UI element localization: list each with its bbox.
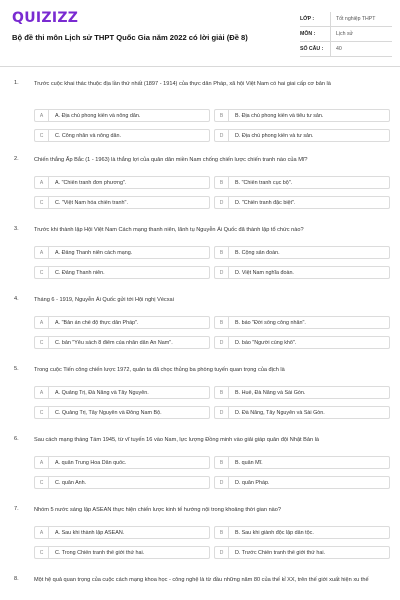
- question-text: Sau cách mạng tháng Tám 1945, từ vĩ tuyến 16 vào Nam, lực lượng Đồng minh vào giải giáp quân đội Nhật Bản là: [34, 437, 320, 443]
- option-d[interactable]: [214, 336, 390, 349]
- meta-value: 40: [330, 42, 392, 56]
- meta-row-subject: [300, 27, 392, 42]
- option-a[interactable]: [34, 176, 210, 189]
- option-text: D. Trước Chiến tranh thế giới thứ hai.: [235, 549, 326, 556]
- question-text: Trước khi thành lập Hội Việt Nam Cách mạng thanh niên, lãnh tụ Nguyễn Ái Quốc đã thành lập tổ chức nào?: [34, 227, 304, 233]
- question-text: Chiến thắng Ấp Bắc (1 - 1963) là thắng lợi của quân dân miền Nam chống chiến lược chiến tranh nào của Mĩ?: [34, 157, 308, 163]
- option-b[interactable]: [214, 456, 390, 469]
- option-d[interactable]: [214, 476, 390, 489]
- option-a[interactable]: [34, 456, 210, 469]
- option-letter: C: [35, 197, 49, 208]
- option-letter: C: [35, 337, 49, 348]
- option-letter: C: [35, 130, 49, 141]
- option-letter: A: [35, 317, 49, 328]
- option-text: B. Cộng sản đoàn.: [235, 249, 280, 256]
- option-a[interactable]: [34, 246, 210, 259]
- option-letter: D: [215, 130, 229, 141]
- option-b[interactable]: [214, 526, 390, 539]
- option-a[interactable]: [34, 316, 210, 329]
- option-d[interactable]: [214, 196, 390, 209]
- option-letter: B: [215, 317, 229, 328]
- option-text: D. Đà Nẵng, Tây Nguyên và Sài Gòn.: [235, 409, 325, 416]
- option-text: D. "Chiến tranh đặc biệt".: [235, 199, 296, 206]
- option-letter: C: [35, 477, 49, 488]
- option-letter: C: [35, 407, 49, 418]
- option-letter: D: [215, 197, 229, 208]
- meta-row-class: [300, 12, 392, 27]
- option-letter: A: [35, 527, 49, 538]
- option-c[interactable]: [34, 406, 210, 419]
- option-text: D. Địa chủ phong kiến và tư sản.: [235, 132, 314, 139]
- option-text: D. Việt Nam nghĩa đoàn.: [235, 269, 294, 276]
- question-number: 8.: [14, 576, 19, 582]
- option-letter: B: [215, 110, 229, 121]
- meta-key: SỐ CÂU :: [300, 46, 324, 52]
- question-number: 5.: [14, 366, 19, 372]
- option-letter: B: [215, 177, 229, 188]
- option-letter: B: [215, 247, 229, 258]
- option-c[interactable]: [34, 196, 210, 209]
- option-letter: C: [35, 547, 49, 558]
- option-text: B. Sau khi giành độc lập dân tộc.: [235, 529, 314, 536]
- option-letter: D: [215, 267, 229, 278]
- option-a[interactable]: [34, 386, 210, 399]
- option-c[interactable]: [34, 336, 210, 349]
- quizizz-logo: QUIZIZZ: [12, 10, 79, 26]
- option-letter: B: [215, 527, 229, 538]
- option-text: C. Quảng Trị, Tây Nguyên và Đông Nam Bộ.: [55, 409, 162, 416]
- option-letter: D: [215, 547, 229, 558]
- option-b[interactable]: [214, 176, 390, 189]
- option-text: B. quân Mĩ.: [235, 459, 263, 466]
- option-text: C. Đảng Thanh niên.: [55, 269, 105, 276]
- option-letter: A: [35, 177, 49, 188]
- option-text: B. báo "Đời sống công nhân".: [235, 319, 306, 326]
- option-text: C. bản "Yêu sách 8 điểm của nhân dân An Nam".: [55, 339, 173, 346]
- question-number: 3.: [14, 226, 19, 232]
- meta-table: [300, 12, 392, 57]
- option-text: C. Công nhân và nông dân.: [55, 132, 121, 139]
- option-text: C. quân Anh.: [55, 479, 87, 486]
- question-number: 4.: [14, 296, 19, 302]
- document-title: Bộ đề thi môn Lịch sử THPT Quốc Gia năm 2022 có lời giải (Đề 8): [12, 33, 248, 42]
- option-text: A. Sau khi thành lập ASEAN.: [55, 529, 125, 536]
- option-text: C. Trong Chiến tranh thế giới thứ hai.: [55, 549, 145, 556]
- option-text: C. "Việt Nam hóa chiến tranh".: [55, 199, 128, 206]
- option-d[interactable]: [214, 129, 390, 142]
- option-a[interactable]: [34, 526, 210, 539]
- option-text: A. quân Trung Hoa Dân quốc.: [55, 459, 127, 466]
- option-b[interactable]: [214, 386, 390, 399]
- question-number: 7.: [14, 506, 19, 512]
- option-a[interactable]: [34, 109, 210, 122]
- meta-row-count: [300, 42, 392, 57]
- question-text: Tháng 6 - 1919, Nguyễn Ái Quốc gửi tới Hội nghị Vécxai: [34, 297, 174, 303]
- document-header: [0, 0, 400, 64]
- option-letter: B: [215, 387, 229, 398]
- meta-key: MÔN :: [300, 31, 316, 37]
- option-letter: D: [215, 337, 229, 348]
- option-letter: A: [35, 110, 49, 121]
- option-c[interactable]: [34, 129, 210, 142]
- meta-key: LỚP :: [300, 16, 315, 22]
- option-d[interactable]: [214, 406, 390, 419]
- header-divider: [0, 66, 400, 67]
- option-letter: C: [35, 267, 49, 278]
- meta-value: Lịch sử: [330, 27, 392, 41]
- option-text: A. "Bản án chế độ thực dân Pháp".: [55, 319, 139, 326]
- option-letter: A: [35, 457, 49, 468]
- question-text: Trước cuộc khai thác thuộc địa lần thứ nhất (1897 - 1914) của thực dân Pháp, xã hội Việt Nam có hai giai cấp cơ bản là: [34, 81, 331, 87]
- option-letter: D: [215, 477, 229, 488]
- option-b[interactable]: [214, 109, 390, 122]
- option-letter: A: [35, 247, 49, 258]
- option-c[interactable]: [34, 266, 210, 279]
- option-text: D. báo "Người cùng khổ".: [235, 339, 297, 346]
- option-letter: D: [215, 407, 229, 418]
- option-text: A. Đảng Thanh niên cách mạng.: [55, 249, 133, 256]
- option-text: B. "Chiến tranh cục bộ".: [235, 179, 293, 186]
- question-text: Một hệ quả quan trọng của cuộc cách mạng khoa học - công nghệ là từ đầu những năm 80 của thế kỉ XX, trên thế giới xuất hiện xu thế: [34, 577, 369, 583]
- option-c[interactable]: [34, 476, 210, 489]
- option-d[interactable]: [214, 266, 390, 279]
- option-letter: B: [215, 457, 229, 468]
- option-c[interactable]: [34, 546, 210, 559]
- option-b[interactable]: [214, 316, 390, 329]
- option-letter: A: [35, 387, 49, 398]
- option-text: A. Quảng Trị, Đà Nẵng và Tây Nguyên.: [55, 389, 149, 396]
- question-number: 6.: [14, 436, 19, 442]
- question-number: 2.: [14, 156, 19, 162]
- question-text: Nhóm 5 nước sáng lập ASEAN thực hiện chiến lược kinh tế hướng nội trong khoảng thời gian nào?: [34, 507, 282, 513]
- option-text: B. Địa chủ phong kiến và tiểu tư sản.: [235, 112, 324, 119]
- question-text: Trong cuộc Tiến công chiến lược 1972, quân ta đã chọc thủng ba phòng tuyến quan trọng của địch là: [34, 367, 285, 373]
- option-text: B. Huế, Đà Nẵng và Sài Gòn.: [235, 389, 306, 396]
- option-text: A. "Chiến tranh đơn phương".: [55, 179, 127, 186]
- option-b[interactable]: [214, 246, 390, 259]
- meta-value: Tốt nghiệp THPT: [330, 12, 392, 26]
- option-text: D. quân Pháp.: [235, 479, 270, 486]
- option-d[interactable]: [214, 546, 390, 559]
- question-number: 1.: [14, 80, 19, 86]
- option-text: A. Địa chủ phong kiến và nông dân.: [55, 112, 141, 119]
